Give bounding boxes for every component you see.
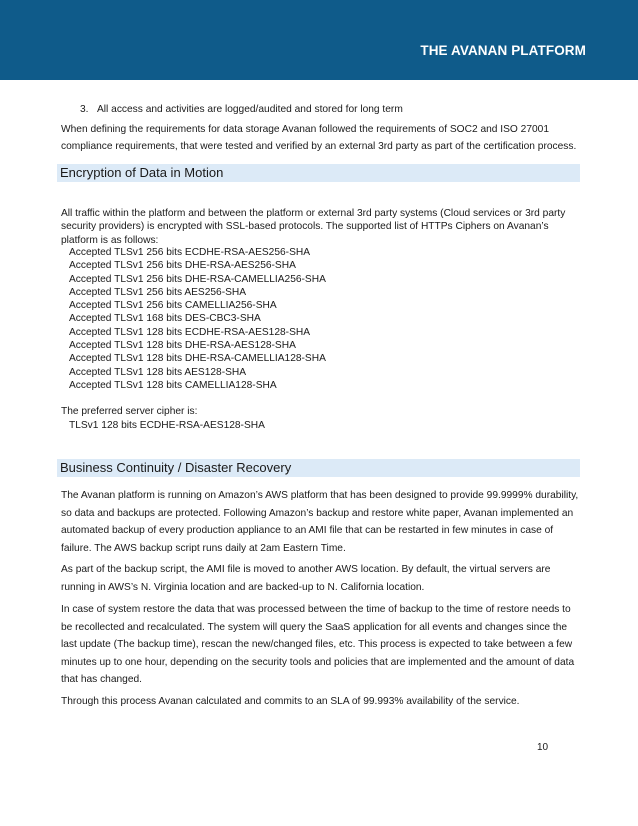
preferred-cipher-label: The preferred server cipher is: xyxy=(61,406,198,417)
cipher-row: Accepted TLSv1 256 bits CAMELLIA256-SHA xyxy=(69,300,277,312)
cipher-row: Accepted TLSv1 128 bits AES128-SHA xyxy=(69,366,247,378)
section-heading-bar xyxy=(57,164,580,182)
cipher-row: Accepted TLSv1 128 bits ECDHE-RSA-AES128-SHA xyxy=(69,326,311,338)
intro-paragraph: When defining the requirements for data storage Avanan followed the requirements of SOC2 and ISO 27001 compliance requirements, that were tested and verified by an external 3rd party as part of the certification process. xyxy=(61,124,577,152)
continuity-paragraph-3: In case of system restore the data that was processed between the time of backup to the time of restore needs to be recollected and recalculated. The system will query the SaaS application for all events and changes since the last update (The backup time), rescan the new/changed files, etc. This process is expected to take between a few minutes up to one hour, depending on the security tools and policies that are implemented and the amount of data that has changed. xyxy=(61,604,575,685)
cipher-row: Accepted TLSv1 256 bits DHE-RSA-AES256-SHA xyxy=(69,260,296,272)
cipher-row: Accepted TLSv1 128 bits CAMELLIA128-SHA xyxy=(69,379,277,391)
cipher-row: Accepted TLSv1 168 bits DES-CBC3-SHA xyxy=(69,313,261,325)
section-heading-bar xyxy=(57,459,580,477)
cipher-row: Accepted TLSv1 128 bits DHE-RSA-AES128-SHA xyxy=(69,340,296,352)
page-number: 10 xyxy=(537,742,549,753)
page-header-banner xyxy=(0,0,638,80)
cipher-row: Accepted TLSv1 256 bits AES256-SHA xyxy=(69,286,247,298)
preferred-cipher-value: TLSv1 128 bits ECDHE-RSA-AES128-SHA xyxy=(69,420,265,431)
continuity-paragraph-4: Through this process Avanan calculated and commits to an SLA of 99.993% availability of the service. xyxy=(61,696,520,707)
list-item xyxy=(80,104,403,115)
cipher-row: Accepted TLSv1 256 bits ECDHE-RSA-AES256-SHA xyxy=(69,247,311,258)
encryption-paragraph: All traffic within the platform and between the platform or external 3rd party systems (Cloud services or 3rd party security providers) is encrypted with SSL-based protocols. The supported list of HTTPs Ciphers on Avanan’s platform is as follows: xyxy=(61,208,566,246)
continuity-paragraph-1: The Avanan platform is running on Amazon’s AWS platform that has been designed to provide 99.9999% durability, so data and backups are protected. Following Amazon’s backup and restore white paper, Avanan implemented an automated backup of every production appliance to an AMI file that can be restarted in few minutes in case of failure. The AWS backup script runs daily at 2am Eastern Time. xyxy=(61,490,579,554)
continuity-paragraph-2: As part of the backup script, the AMI file is moved to another AWS location. By default, the virtual servers are running in AWS’s N. Virginia location and are backed-up to N. California location. xyxy=(61,564,551,593)
list-number: 3. xyxy=(80,104,89,115)
section-heading: Business Continuity / Disaster Recovery xyxy=(60,460,292,475)
section-heading: Encryption of Data in Motion xyxy=(60,165,224,180)
cipher-row: Accepted TLSv1 256 bits DHE-RSA-CAMELLIA256-SHA xyxy=(69,273,326,285)
header-title: THE AVANAN PLATFORM xyxy=(420,43,586,58)
cipher-row: Accepted TLSv1 128 bits DHE-RSA-CAMELLIA128-SHA xyxy=(69,353,326,365)
cipher-list xyxy=(69,246,326,392)
list-text: All access and activities are logged/audited and stored for long term xyxy=(97,104,403,115)
